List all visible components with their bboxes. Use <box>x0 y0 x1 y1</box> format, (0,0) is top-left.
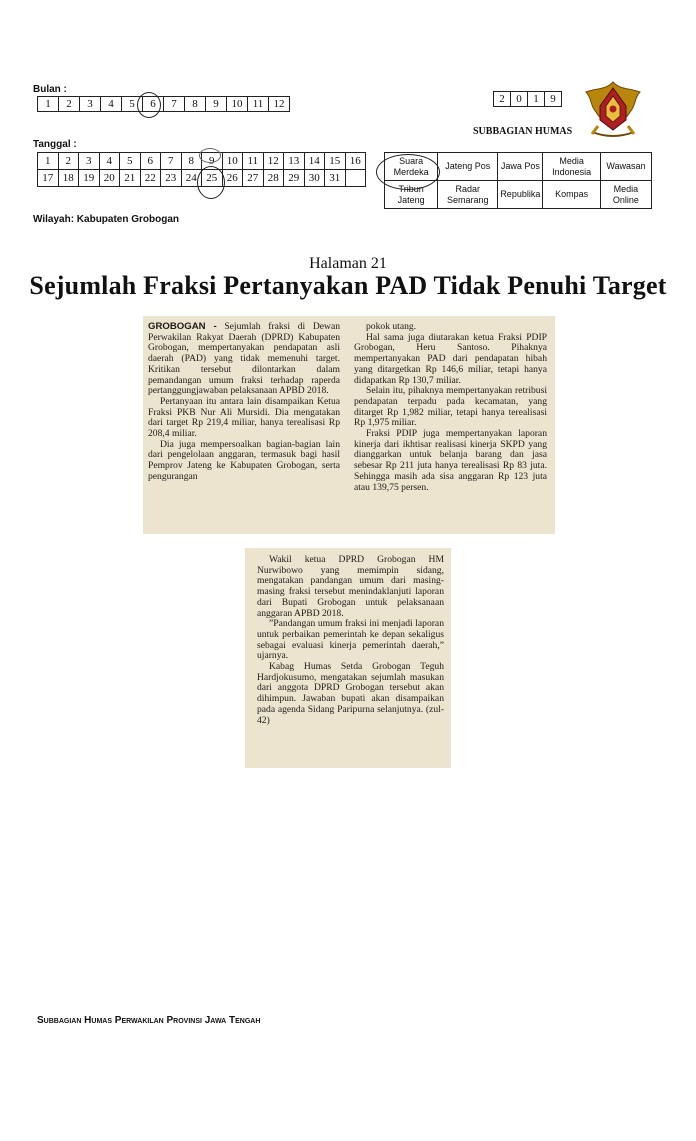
selected-month-circle <box>137 92 161 118</box>
media-cell: Media Online <box>600 181 651 209</box>
article-column-1 <box>148 322 340 483</box>
date-cell: 16 <box>345 153 366 170</box>
paragraph <box>257 619 444 662</box>
headline: Sejumlah Fraksi Pertanyakan PAD Tidak Penuhi Target <box>29 271 667 300</box>
paragraph-text: Kabag Humas Setda Grobogan Teguh Hardjokusumo, mengatakan sejumlah masukan dari anggota DPRD Grobogan tersebut akan dihimpun. Jawaban bupati akan disampaikan pada agenda Sidang Paripurna selanjutnya. (zul-42) <box>257 661 444 726</box>
date-cell: 15 <box>325 153 346 170</box>
date-cell: 21 <box>120 170 141 187</box>
month-cell: 9 <box>206 97 227 112</box>
dateline: GROBOGAN - <box>148 321 217 332</box>
paragraph-text: Pertanyaan itu antara lain disampaikan Ketua Fraksi PKB Nur Ali Mursidi. Dia mengatakan dari target Rp 219,4 miliar, hanya terealisasi Rp 208,4 miliar. <box>148 395 340 440</box>
date-mark-circle <box>199 148 221 163</box>
paragraph-text: Dia juga mempersoalkan bagian-bagian lain dari pengelolaan anggaran, termasuk bagi hasil Pemprov Jateng ke Kabupaten Grobogan, serta pengurangan <box>148 438 340 482</box>
paragraph <box>148 322 340 397</box>
year-digit-cell: 9 <box>545 92 562 107</box>
month-cell: 12 <box>269 97 290 112</box>
date-cell: 23 <box>161 170 182 187</box>
date-cell: 8 <box>181 153 202 170</box>
article-column-2 <box>354 322 547 493</box>
date-cell: 29 <box>284 170 305 187</box>
page-number: Halaman 21 <box>309 255 387 272</box>
date-cell: 30 <box>304 170 325 187</box>
month-cell: 7 <box>164 97 185 112</box>
media-cell: Radar Semarang <box>438 181 498 209</box>
month-cell: 2 <box>59 97 80 112</box>
date-cell: 7 <box>161 153 182 170</box>
media-cell: Kompas <box>543 181 601 209</box>
garuda-emblem-icon <box>578 76 648 144</box>
month-grid <box>37 96 290 112</box>
date-cell: 11 <box>243 153 264 170</box>
selected-date-circle <box>197 166 225 199</box>
tanggal-label: Tanggal : <box>33 139 77 150</box>
paragraph <box>257 555 444 619</box>
date-cell: 19 <box>79 170 100 187</box>
paragraph <box>257 662 444 726</box>
dept-title: SUBBAGIAN HUMAS <box>473 126 573 137</box>
article-clipping-2 <box>245 548 451 768</box>
date-cell: 27 <box>243 170 264 187</box>
paragraph-text: Fraksi PDIP juga mempertanyakan laporan kinerja dari ikhtisar realisasi kinerja SKPD yang dianggarkan untuk belanja barang dan jasa sebesar Rp 211 juta hanya terealisasi Rp 83 juta. Sehingga masih ada sisa anggaran Rp 123 juta atau 139,75 persen. <box>354 428 547 493</box>
date-cell: 2 <box>58 153 79 170</box>
paragraph <box>354 333 547 387</box>
paragraph-text: Sejumlah fraksi di Dewan Perwakilan Rakyat Daerah (DPRD) Kabupaten Grobogan, mempertanyakan pendapatan asli daerah (PAD) yang tidak memenuhi target. Kritikan tersebut dilontarkan dalam pemandangan umum fraksi terhadap raperda pertanggungjawaban pelaksanaan APBD 2018. <box>148 321 340 397</box>
month-cell: 4 <box>101 97 122 112</box>
month-cell: 6 <box>143 97 164 112</box>
date-cell <box>345 170 366 187</box>
media-cell: Republika <box>498 181 543 209</box>
month-cell: 1 <box>38 97 59 112</box>
date-cell: 3 <box>79 153 100 170</box>
month-cell: 11 <box>248 97 269 112</box>
date-cell: 18 <box>58 170 79 187</box>
paragraph-text: Hal sama juga diutarakan ketua Fraksi PDIP Grobogan, Heru Santoso. Pihaknya mempertanyakan PAD dari pendapatan hibah yang ditargetkan Rp 146,6 miliar, tetapi hanya didapatkan Rp 130,7 miliar. <box>354 331 547 386</box>
date-cell: 26 <box>222 170 243 187</box>
year-digit-cell: 1 <box>528 92 545 107</box>
paragraph <box>148 440 340 483</box>
date-cell: 5 <box>120 153 141 170</box>
paragraph-text: Selain itu, pihaknya mempertanyakan retribusi pendapatan terpadu pada kecamatan, yang ditarget Rp 1,982 miliar, tetapi hanya terealisasi Rp 1,975 miliar. <box>354 385 547 429</box>
article-clipping-1 <box>143 316 555 534</box>
media-cell: Wawasan <box>600 153 651 181</box>
media-cell: Jawa Pos <box>498 153 543 181</box>
selected-media-circle <box>376 154 440 190</box>
date-cell: 6 <box>140 153 161 170</box>
date-cell: 20 <box>99 170 120 187</box>
date-cell: 28 <box>263 170 284 187</box>
footer-text: Subbagian Humas Perwakilan Provinsi Jawa Tengah <box>37 1015 261 1026</box>
month-cell: 5 <box>122 97 143 112</box>
media-cell: Jateng Pos <box>438 153 498 181</box>
region-label: Wilayah: Kabupaten Grobogan <box>33 214 180 225</box>
date-cell: 24 <box>181 170 202 187</box>
month-cell: 8 <box>185 97 206 112</box>
month-cell: 10 <box>227 97 248 112</box>
paragraph-text: pokok utang. <box>366 321 417 332</box>
date-cell: 31 <box>325 170 346 187</box>
paragraph <box>354 429 547 493</box>
date-cell: 9 <box>202 153 223 170</box>
date-cell: 13 <box>284 153 305 170</box>
year-digit-cell: 2 <box>494 92 511 107</box>
year-grid <box>493 91 562 107</box>
article-column-3 <box>257 555 444 726</box>
paragraph-text: Wakil ketua DPRD Grobogan HM Nurwibowo yang memimpin sidang, mengatakan pandangan umum dari masing-masing fraksi tersebut menindaklanjuti laporan dari Bupati Grobogan untuk pelaksanaan anggaran APBD 2018. <box>257 554 444 619</box>
paragraph <box>354 386 547 429</box>
month-cell: 3 <box>80 97 101 112</box>
media-cell: Suara Merdeka <box>385 153 438 181</box>
date-cell: 14 <box>304 153 325 170</box>
media-cell: Tribun Jateng <box>385 181 438 209</box>
bulan-label: Bulan : <box>33 84 67 95</box>
paragraph-text: ”Pandangan umum fraksi ini menjadi laporan untuk perbaikan pemerintah ke depan sekaligus sebagai evaluasi kinerja pemerintah daerah,” ujarnya. <box>257 618 444 662</box>
date-cell: 10 <box>222 153 243 170</box>
date-cell: 1 <box>38 153 59 170</box>
media-cell: Media Indonesia <box>543 153 601 181</box>
date-cell: 4 <box>99 153 120 170</box>
date-cell: 22 <box>140 170 161 187</box>
date-cell: 25 <box>202 170 223 187</box>
date-cell: 17 <box>38 170 59 187</box>
year-digit-cell: 0 <box>511 92 528 107</box>
paragraph <box>148 397 340 440</box>
date-cell: 12 <box>263 153 284 170</box>
